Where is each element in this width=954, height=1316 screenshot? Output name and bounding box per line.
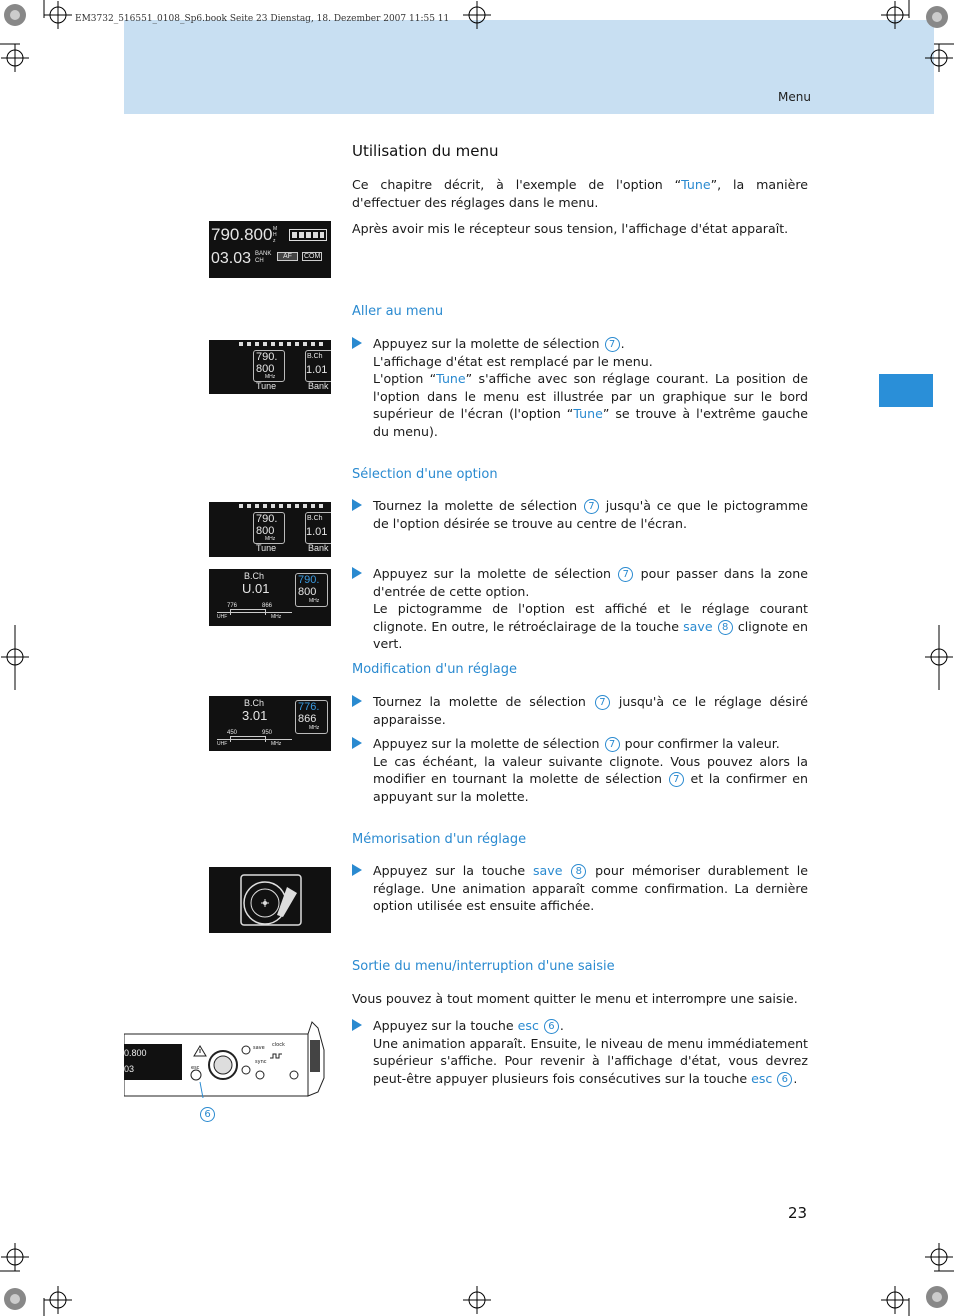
arrow-icon — [352, 337, 362, 349]
callout-number: 7 — [669, 772, 684, 787]
crosshair-icon — [463, 1, 491, 29]
arrow-icon — [352, 695, 362, 707]
crosshair-icon — [881, 0, 909, 29]
crosshair-icon — [881, 1286, 909, 1316]
callout-number: 7 — [618, 567, 633, 582]
intro-paragraph: Ce chapitre décrit, à l'exemple de l'option “Tune”, la manière d'effectuer des réglages dans le menu. — [352, 177, 808, 210]
callout-number: 6 — [777, 1072, 792, 1087]
arrow-icon — [352, 567, 362, 579]
heading-modification: Modification d'un réglage — [352, 662, 517, 677]
step-sortie-1: Appuyez sur la touche esc 6 . Une animation apparaît. Ensuite, le niveau de menu immédiatement supérieur s'affiche. Pour revenir à l'affichage d'état, vous devrez peut-être appuyer plusieurs fois consécutives sur la touche esc 6 . — [352, 1017, 808, 1087]
step-selection-1: Tournez la molette de sélection 7 jusqu'à ce que le pictogramme de l'option désirée se trouve au centre de l'écran. — [352, 497, 808, 532]
intro-paragraph-2: Après avoir mis le récepteur sous tension, l'affichage d'état apparaît. — [352, 221, 789, 236]
save-animation-display — [209, 867, 331, 933]
crosshair-icon — [1, 625, 29, 690]
battery-icon — [289, 229, 327, 241]
menu-display-tune: 790. 800 MHz Tune B.Ch 1.01 Bank — [209, 340, 331, 394]
callout-number: 7 — [605, 337, 620, 352]
heading-sortie: Sortie du menu/interruption d'une saisie — [352, 959, 615, 974]
step-modification-2: Appuyez sur la molette de sélection 7 pour confirmer la valeur. Le cas échéant, la valeur suivante clignote. Vous pouvez alors la modifier en tournant la molette de sélection 7 et la confirmer en appuyant sur la molette. — [352, 735, 808, 805]
page-title: Utilisation du menu — [352, 142, 499, 160]
menu-display-tune-2: 790. 800 MHz Tune B.Ch 1.01 Bank — [209, 502, 331, 557]
heading-selection: Sélection d'une option — [352, 467, 498, 482]
tune-link: Tune — [681, 177, 711, 192]
step-selection-2: Appuyez sur la molette de sélection 7 pour passer dans la zone d'entrée de cette option. Le pictogramme de l'option est affiché et le réglage courant clignote. En outre, le rétroéclairage de la touche save 8 clignote en vert. — [352, 565, 808, 653]
callout-number: 7 — [584, 499, 599, 514]
callout-number: 6 — [200, 1107, 215, 1122]
callout-number: 8 — [571, 864, 586, 879]
receiver-front-panel: 0.800 03 esc save clock sync — [124, 1020, 329, 1098]
crosshair-icon — [925, 44, 954, 72]
sortie-paragraph: Vous pouvez à tout moment quitter le menu et interrompre une saisie. — [352, 991, 798, 1006]
header-section-label: Menu — [778, 90, 811, 104]
crosshair-icon — [0, 1243, 29, 1271]
arrow-icon — [352, 499, 362, 511]
callout-number: 7 — [595, 695, 610, 710]
crosshair-icon — [44, 0, 72, 29]
arrow-icon — [352, 1019, 362, 1031]
heading-memorisation: Mémorisation d'un réglage — [352, 832, 527, 847]
crosshair-icon — [463, 1286, 491, 1314]
disc-save-icon — [239, 873, 303, 927]
page-number: 23 — [788, 1204, 808, 1222]
arrow-icon — [352, 864, 362, 876]
edit-display-1: B.Ch U.01 790. 800 MHz 776 866 UHF MHz — [209, 569, 331, 626]
edit-display-2: B.Ch 3.01 776. 866 MHz 450 950 UHF MHz — [209, 696, 331, 751]
heading-aller-au-menu: Aller au menu — [352, 304, 444, 319]
menu-position-bar — [239, 504, 323, 508]
callout-number: 6 — [544, 1019, 559, 1034]
callout-number: 7 — [605, 737, 620, 752]
step-memorisation-1: Appuyez sur la touche save 8 pour mémoriser durablement le réglage. Une animation apparaît comme confirmation. La dernière option utilisée est ensuite affichée. — [352, 862, 808, 915]
step-modification-1: Tournez la molette de sélection 7 jusqu'à ce le réglage désiré apparaisse. — [352, 693, 808, 728]
menu-position-bar — [239, 342, 323, 346]
book-info: EM3732_516551_0108_Sp6.book Seite 23 Dienstag, 18. Dezember 2007 11:55 11 — [75, 14, 450, 24]
crosshair-icon — [0, 44, 29, 72]
crosshair-icon — [44, 1286, 72, 1316]
status-display: 790.800 MHz 03.03 BANK CH AF COM — [209, 221, 331, 278]
arrow-icon — [352, 737, 362, 749]
receiver-illustration — [124, 1020, 329, 1098]
crosshair-icon — [925, 1243, 954, 1271]
crosshair-icon — [925, 625, 953, 690]
callout-number: 8 — [718, 620, 733, 635]
step-aller-1: Appuyez sur la molette de sélection 7 . L'affichage d'état est remplacé par le menu. L'option “Tune” s'affiche avec son réglage courant. La position de l'option dans le menu est illustrée par un graphique sur le bord supérieur de l'écran (l'option “Tune” se trouve à l'extrême gauche du menu). — [352, 335, 808, 440]
